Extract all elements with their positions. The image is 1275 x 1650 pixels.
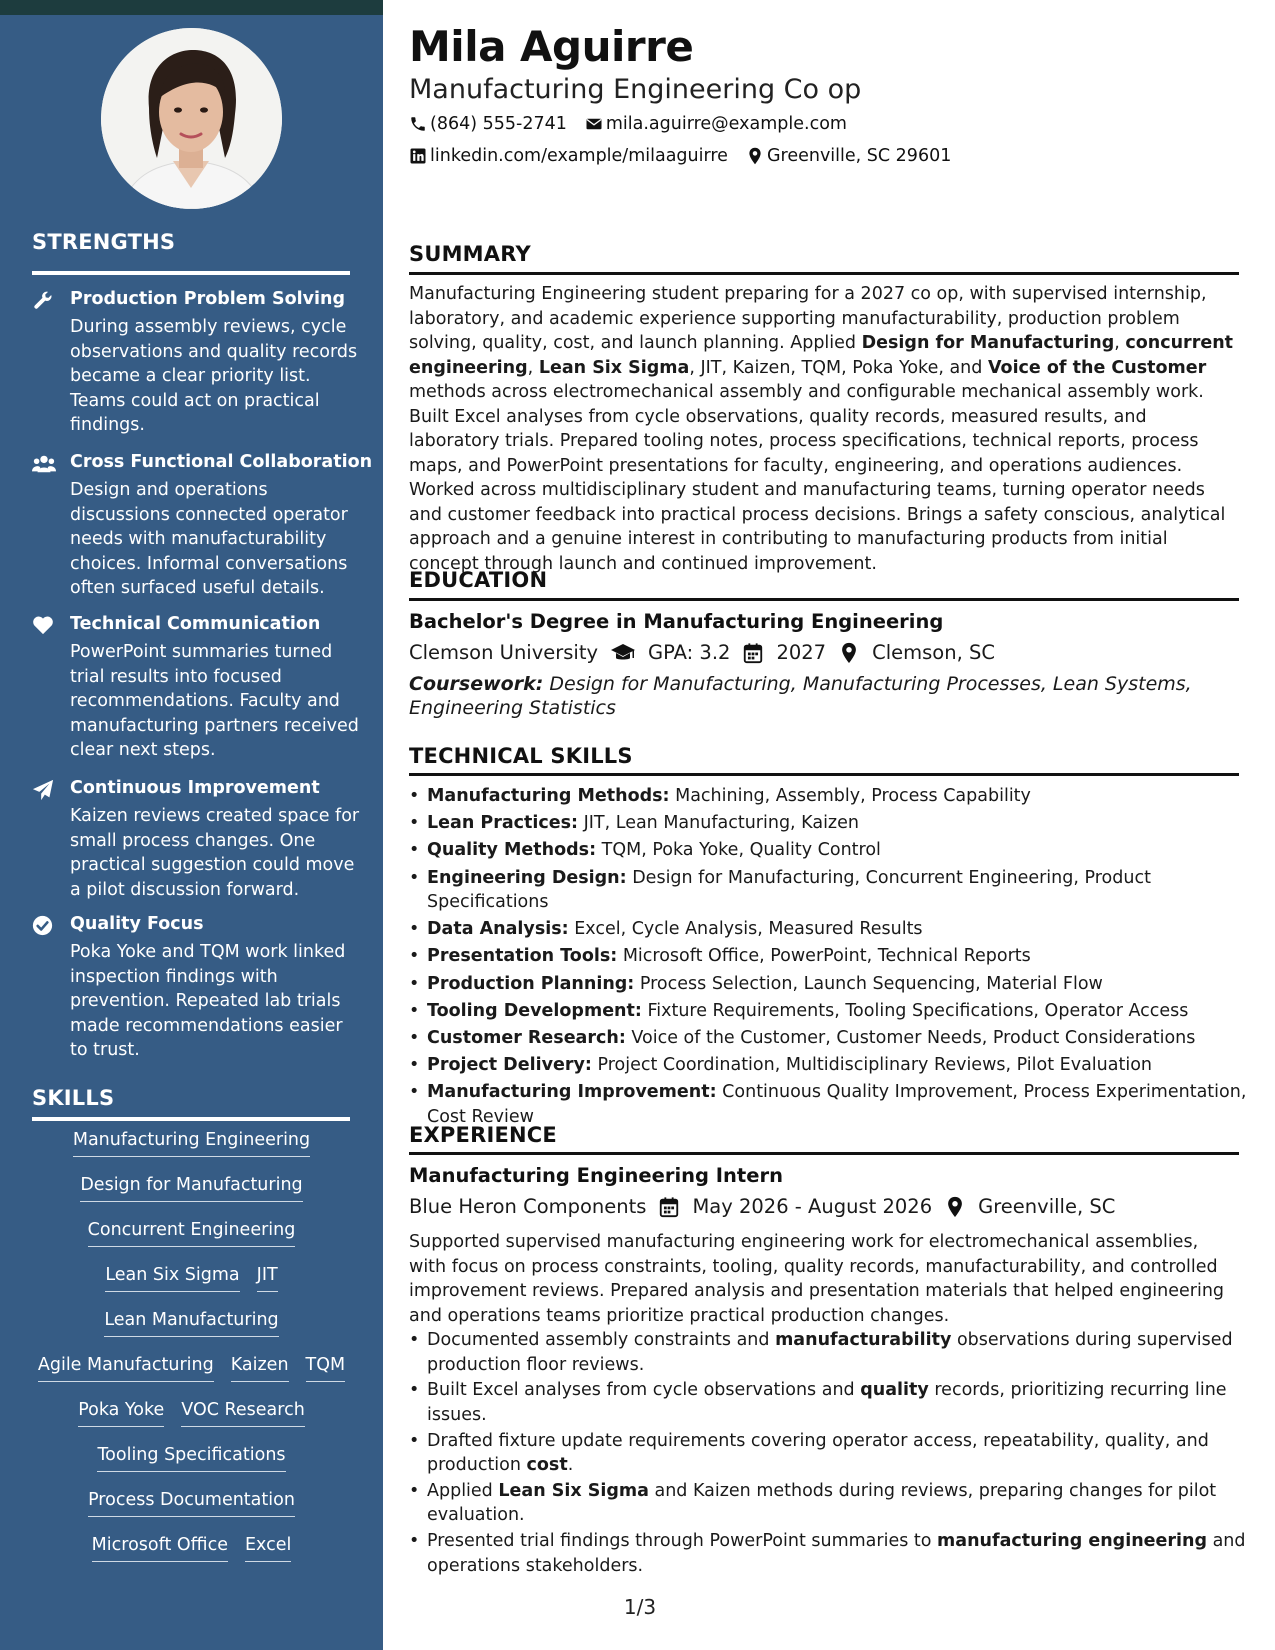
- skill-category: Manufacturing Methods:: [427, 786, 670, 806]
- text-run: observations during supervised production floor reviews.: [427, 1330, 1233, 1375]
- skill-row: [20, 1533, 363, 1578]
- skill-row: [20, 1173, 363, 1218]
- skill-category: Lean Practices:: [427, 813, 579, 834]
- skill-values: Voice of the Customer, Customer Needs, Product Considerations: [625, 1028, 1196, 1048]
- contact-row: [409, 114, 847, 134]
- skill-chip: JIT: [257, 1263, 278, 1292]
- skill-chip: TQM: [306, 1353, 346, 1382]
- text-run: Applied: [427, 1480, 499, 1501]
- education-rule: [409, 598, 1239, 601]
- company-name: Blue Heron Components: [409, 1195, 647, 1218]
- skill-values: Continuous Quality Improvement, Process Experimentation, Cost Review: [427, 1082, 1247, 1127]
- emphasis-text: quality: [860, 1380, 929, 1401]
- heart-icon: [32, 615, 54, 637]
- coursework-list: Design for Manufacturing, Manufacturing Processes, Lean Systems, Engineering Statistics: [409, 673, 1192, 719]
- technical-skill-item: [427, 944, 1257, 969]
- technical-skill-item: [427, 1026, 1257, 1051]
- skill-category: Customer Research:: [427, 1028, 626, 1048]
- linkedin-contact[interactable]: [409, 146, 728, 166]
- emphasis-text: Design for Manufacturing: [861, 333, 1115, 353]
- text-run: Documented assembly constraints and: [427, 1330, 776, 1350]
- emphasis-text: Lean Six Sigma: [498, 1480, 649, 1501]
- text-run: Drafted fixture update requirements covering operator access, repeatability, quality, and production: [427, 1430, 1209, 1476]
- linkedin-text: linkedin.com/example/milaaguirre: [430, 146, 728, 166]
- text-run: , JIT, Kaizen, TQM, Poka Yoke, and: [689, 357, 988, 378]
- job-location: Greenville, SC: [978, 1195, 1116, 1218]
- strength-desc: During assembly reviews, cycle observations and quality records became a clear priority list. Teams could act on practical findings.: [70, 317, 358, 435]
- phone-icon: [409, 115, 427, 133]
- summary-text: [409, 282, 1239, 576]
- users-icon: [32, 453, 54, 475]
- text-run: methods across electromechanical assembly and configurable mechanical assembly work. Built Excel analyses from cycle observations, quality records, measured results, and laboratory trials. Prepared tooling notes, process specifications, technical reports, process maps, and PowerPoint presentations for faculty, engineering, and operations audiences. Worked across multidisciplinary student and manufacturing teams, turning operator needs and customer feedback into practical process decisions. Brings a safety conscious, analytical approach and a genuine interest in contributing to manufacturing products from initial concept through launch and continued improvement.: [409, 382, 1226, 574]
- skill-values: Process Selection, Launch Sequencing, Material Flow: [634, 973, 1103, 994]
- graduation-cap-icon: [610, 642, 636, 664]
- map-pin-icon: [746, 147, 764, 165]
- phone-contact[interactable]: [409, 114, 567, 134]
- skill-row: [20, 1308, 363, 1353]
- job-description: Supported supervised manufacturing engineering work for electromechanical assemblies, with focus on process constraints, tooling, quality records, manufacturability, and controlled improvement reviews. Prepared analysis and presentation materials that helped engineering and operations teams prioritize practical production changes.: [409, 1232, 1225, 1326]
- skill-row: [20, 1353, 363, 1398]
- technical-skill-item: [427, 917, 1257, 942]
- experience-rule: [409, 1152, 1239, 1155]
- skill-values: TQM, Poka Yoke, Quality Control: [596, 840, 881, 861]
- skill-category: Data Analysis:: [427, 919, 569, 940]
- summary-title: SUMMARY: [409, 242, 531, 266]
- skill-values: Excel, Cycle Analysis, Measured Results: [568, 919, 923, 940]
- skill-category: Engineering Design:: [427, 867, 627, 888]
- skill-row: [20, 1443, 363, 1488]
- summary-rule: [409, 272, 1239, 275]
- strength-desc: Poka Yoke and TQM work linked inspection findings with prevention. Repeated lab trials made recommendations easier to trust.: [70, 942, 346, 1060]
- technical-skills-list: [409, 784, 1257, 1132]
- email-contact[interactable]: [585, 114, 847, 134]
- skill-chip: Excel: [245, 1533, 291, 1562]
- check-circle-icon: [32, 915, 54, 937]
- skill-category: Tooling Development:: [427, 1000, 642, 1021]
- experience-bullet: [427, 1479, 1257, 1528]
- location-contact: [746, 146, 951, 166]
- skill-values: Fixture Requirements, Tooling Specifications, Operator Access: [641, 1000, 1189, 1021]
- paper-plane-icon: [32, 779, 54, 801]
- wrench-icon: [32, 290, 54, 312]
- skills-chips: [20, 1128, 363, 1578]
- skill-row: [20, 1263, 363, 1308]
- text-run: records, prioritizing recurring line issues.: [427, 1380, 1227, 1425]
- skill-chip: Manufacturing Engineering: [73, 1128, 310, 1157]
- avatar: [101, 28, 282, 209]
- skill-values: Machining, Assembly, Process Capability: [669, 786, 1031, 806]
- graduation-year: 2027: [776, 641, 827, 664]
- skill-chip: Concurrent Engineering: [88, 1218, 296, 1247]
- strength-title: Quality Focus: [70, 914, 204, 934]
- text-run: Built Excel analyses from cycle observations and: [427, 1380, 861, 1401]
- skill-chip: Tooling Specifications: [97, 1443, 285, 1472]
- skills-title: SKILLS: [32, 1086, 115, 1110]
- education-meta: [409, 641, 995, 664]
- avatar-portrait: [101, 28, 282, 209]
- technical-skill-item: [427, 838, 1257, 863]
- experience-bullet: [427, 1328, 1257, 1377]
- experience-meta: [409, 1195, 1115, 1218]
- text-run: Presented trial findings through PowerPoint summaries to: [427, 1531, 938, 1552]
- strength-desc: Kaizen reviews created space for small process changes. One practical suggestion could move a pilot discussion forward.: [70, 806, 360, 900]
- candidate-name: Mila Aguirre: [409, 22, 694, 71]
- school-name: Clemson University: [409, 641, 599, 664]
- skill-row: [20, 1488, 363, 1533]
- linkedin-icon: [409, 147, 427, 165]
- skill-category: Quality Methods:: [427, 840, 597, 861]
- skill-category: Production Planning:: [427, 973, 635, 994]
- skill-values: Microsoft Office, PowerPoint, Technical Reports: [617, 946, 1031, 967]
- coursework-label: Coursework:: [409, 673, 544, 695]
- skill-chip: VOC Research: [181, 1398, 305, 1427]
- envelope-icon: [585, 115, 603, 133]
- experience-title: EXPERIENCE: [409, 1123, 557, 1147]
- skill-chip: Microsoft Office: [92, 1533, 228, 1562]
- technical-skill-item: [427, 811, 1257, 836]
- technical-skill-item: [427, 866, 1257, 915]
- technical-skills-rule: [409, 773, 1239, 776]
- experience-bullet: [427, 1429, 1257, 1478]
- skill-chip: Lean Manufacturing: [104, 1308, 278, 1337]
- strength-title: Production Problem Solving: [70, 289, 345, 309]
- contact-row: [409, 146, 951, 166]
- skill-category: Manufacturing Improvement:: [427, 1082, 717, 1103]
- degree-title: Bachelor's Degree in Manufacturing Engineering: [409, 610, 944, 633]
- text-run: and Kaizen methods during reviews, preparing changes for pilot evaluation.: [427, 1480, 1217, 1526]
- candidate-role: Manufacturing Engineering Co op: [409, 74, 862, 105]
- skill-category: Project Delivery:: [427, 1055, 592, 1076]
- emphasis-text: cost: [526, 1455, 568, 1476]
- page-number: 1/3: [623, 1595, 657, 1619]
- skill-values: Project Coordination, Multidisciplinary Reviews, Pilot Evaluation: [591, 1055, 1152, 1076]
- skill-chip: Agile Manufacturing: [38, 1353, 214, 1382]
- location-text: Greenville, SC 29601: [766, 146, 952, 166]
- top-band: [0, 0, 383, 15]
- skill-row: [20, 1218, 363, 1263]
- strengths-rule: [32, 271, 350, 275]
- text-run: .: [567, 1455, 574, 1476]
- skill-row: [20, 1128, 363, 1173]
- job-dates: May 2026 - August 2026: [692, 1195, 933, 1218]
- technical-skill-item: [427, 999, 1257, 1024]
- strengths-title: STRENGTHS: [32, 230, 176, 254]
- calendar-icon: [658, 1196, 680, 1218]
- emphasis-text: manufacturing engineering: [937, 1531, 1207, 1552]
- emphasis-text: Lean Six Sigma: [538, 357, 690, 378]
- map-pin-icon: [944, 1196, 966, 1218]
- email-text: mila.aguirre@example.com: [605, 114, 847, 134]
- gpa-value: GPA: 3.2: [648, 641, 731, 664]
- skill-chip: Design for Manufacturing: [80, 1173, 302, 1202]
- phone-text: (864) 555-2741: [430, 114, 567, 134]
- skill-chip: Kaizen: [231, 1353, 289, 1382]
- strength-title: Continuous Improvement: [70, 778, 320, 798]
- strength-desc: Design and operations discussions connected operator needs with manufacturability choices. Informal conversations often surfaced useful details.: [70, 480, 348, 598]
- strength-desc: PowerPoint summaries turned trial results into focused recommendations. Faculty and manufacturing partners received clear next steps.: [70, 642, 359, 760]
- text-run: ,: [527, 357, 539, 378]
- emphasis-text: concurrent engineering: [409, 333, 1234, 378]
- experience-bullet: [427, 1378, 1257, 1427]
- calendar-icon: [742, 642, 764, 664]
- experience-bullets: [409, 1328, 1257, 1579]
- technical-skills-title: TECHNICAL SKILLS: [409, 744, 633, 768]
- text-run: ,: [1114, 333, 1126, 353]
- skill-chip: Lean Six Sigma: [105, 1263, 239, 1292]
- skill-chip: Poka Yoke: [78, 1398, 164, 1427]
- skill-row: [20, 1398, 363, 1443]
- skill-values: Design for Manufacturing, Concurrent Engineering, Product Specifications: [427, 867, 1151, 913]
- technical-skill-item: [427, 972, 1257, 997]
- technical-skill-item: [427, 784, 1257, 809]
- school-location: Clemson, SC: [872, 641, 995, 664]
- skills-rule: [32, 1117, 350, 1121]
- emphasis-text: Voice of the Customer: [987, 357, 1207, 378]
- skill-values: JIT, Lean Manufacturing, Kaizen: [578, 813, 859, 834]
- skill-category: Presentation Tools:: [427, 946, 618, 967]
- text-run: Manufacturing Engineering student preparing for a 2027 co op, with supervised internship, laboratory, and academic experience supporting manufacturability, production problem solving, quality, cost, and launch planning. Applied: [409, 284, 1207, 353]
- strength-title: Cross Functional Collaboration: [70, 452, 373, 472]
- text-run: and operations stakeholders.: [427, 1531, 1246, 1576]
- skill-chip: Process Documentation: [88, 1488, 295, 1517]
- technical-skill-item: [427, 1053, 1257, 1078]
- emphasis-text: manufacturability: [775, 1330, 952, 1350]
- sidebar: [0, 0, 383, 1650]
- strength-title: Technical Communication: [70, 614, 321, 634]
- map-pin-icon: [838, 642, 860, 664]
- education-title: EDUCATION: [409, 568, 548, 592]
- coursework: [409, 672, 1239, 720]
- job-title: Manufacturing Engineering Intern: [409, 1164, 783, 1187]
- experience-bullet: [427, 1529, 1257, 1578]
